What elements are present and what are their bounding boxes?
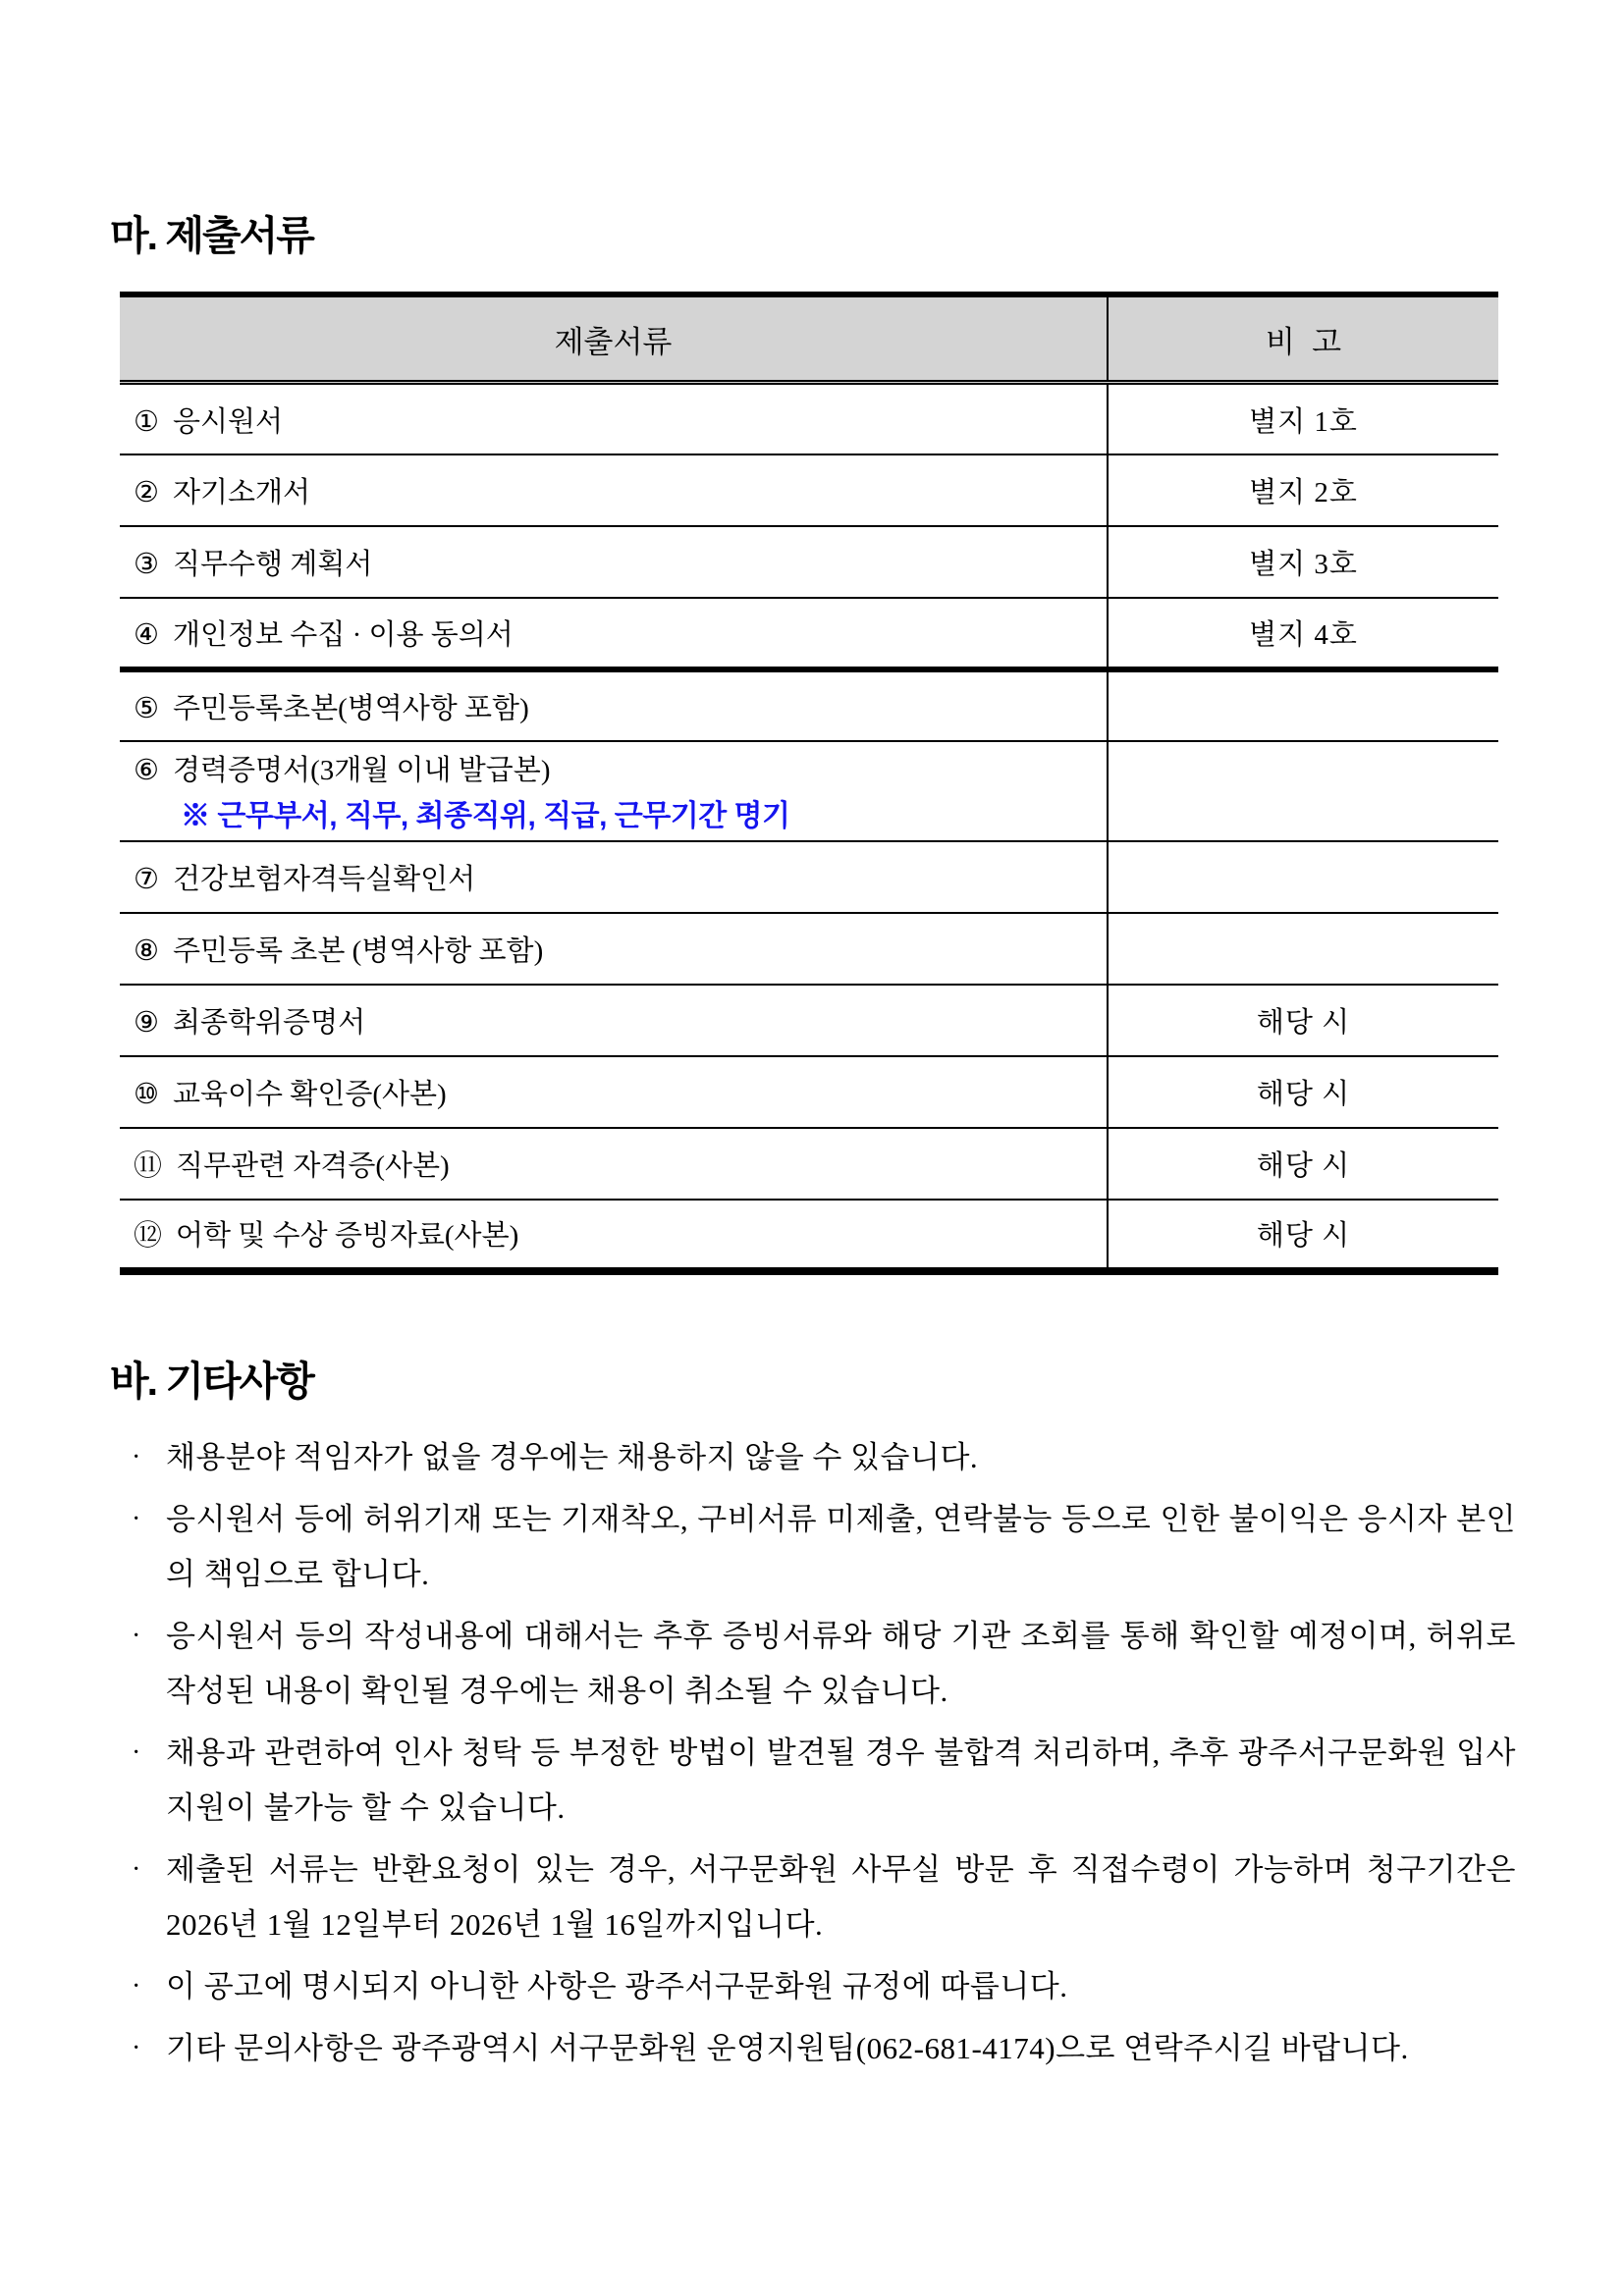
remark-cell: 별지 4호 [1108, 598, 1498, 669]
bullet-icon: · [132, 1620, 141, 1651]
list-item [110, 1492, 1516, 1602]
remark-cell [1108, 669, 1498, 741]
remark-cell: 해당 시 [1256, 1220, 1351, 1253]
row-doc-label: 자기소개서 [173, 476, 311, 508]
row-number: ⑦ [134, 863, 159, 895]
bullet-icon: · [132, 1736, 141, 1768]
remark-cell: 해당 시 [1108, 985, 1498, 1056]
bullet-text: 응시원서 등에 허위기재 또는 기재착오, 구비서류 미제출, 연락불능 등으로 인한 불이익은 응시자 본인의 책임으로 합니다. [166, 1501, 1516, 1591]
row-doc-label: 경력증명서(3개월 이내 발급본) [173, 754, 551, 786]
table-row [120, 383, 1498, 454]
row-doc-label: 건강보험자격득실확인서 [173, 863, 476, 895]
table-row [120, 526, 1498, 598]
row-doc-label: 어학 및 수상 증빙자료(사본) [176, 1220, 519, 1253]
table-row [120, 841, 1498, 913]
row-doc-subnote: ※ 근무부서, 직무, 최종직위, 직급, 근무기간 명기 [181, 799, 790, 832]
table-row [120, 741, 1498, 841]
list-item [110, 1609, 1516, 1719]
row-number: ⑩ [134, 1078, 159, 1110]
row-doc-label: 최종학위증명서 [173, 1006, 366, 1039]
remark-cell: 별지 1호 [1108, 383, 1498, 454]
row-doc-label: 응시원서 [173, 405, 284, 438]
bullet-icon: · [132, 2032, 141, 2063]
remark-cell [1108, 913, 1498, 985]
remark-cell: 별지 2호 [1108, 454, 1498, 526]
bullet-text: 응시원서 등의 작성내용에 대해서는 추후 증빙서류와 해당 기관 조회를 통해 확인할 예정이며, 허위로 작성된 내용이 확인될 경우에는 채용이 취소될 수 있습니다. [166, 1618, 1516, 1708]
table-row [120, 454, 1498, 526]
submission-table-wrapper [120, 292, 1514, 1275]
submission-documents-table [120, 292, 1498, 1275]
bullet-text: 채용과 관련하여 인사 청탁 등 부정한 방법이 발견될 경우 불합격 처리하며, 추후 광주서구문화원 입사 지원이 불가능 할 수 있습니다. [166, 1735, 1516, 1825]
row-doc-label: 직무수행 계획서 [173, 548, 373, 580]
bullet-text: 이 공고에 명시되지 아니한 사항은 광주서구문화원 규정에 따릅니다. [166, 1968, 1068, 2003]
row-number: ⑫ [134, 1220, 163, 1253]
document-cell [120, 1056, 1108, 1128]
row-number: ① [134, 405, 159, 438]
remark-cell [1108, 841, 1498, 913]
row-doc-label: 주민등록 초본 (병역사항 포함) [173, 934, 544, 967]
table-row [120, 669, 1498, 741]
list-item [110, 1842, 1516, 1952]
row-number: ④ [134, 618, 159, 651]
table-row [120, 913, 1498, 985]
document-cell [120, 741, 1108, 841]
document-cell [120, 454, 1108, 526]
table-row [120, 985, 1498, 1056]
list-item [110, 1726, 1516, 1836]
list-item [110, 2021, 1516, 2076]
document-cell [120, 913, 1108, 985]
table-row [120, 1056, 1498, 1128]
row-number: ② [134, 476, 159, 508]
remark-cell: 해당 시 [1108, 1128, 1498, 1200]
bullet-text: 기타 문의사항은 광주광역시 서구문화원 운영지원팀(062-681-4174)으로 연락주시길 바랍니다. [166, 2030, 1409, 2065]
table-row [120, 598, 1498, 669]
row-doc-label: 직무관련 자격증(사본) [176, 1149, 450, 1182]
bullet-icon: · [132, 1503, 141, 1534]
document-cell [120, 383, 1108, 454]
row-doc-label: 주민등록초본(병역사항 포함) [173, 692, 529, 724]
row-number: ⑥ [134, 754, 159, 786]
bullet-icon: · [132, 1970, 141, 2002]
document-cell [120, 1128, 1108, 1200]
list-item [110, 1959, 1516, 2014]
list-item [110, 1430, 1516, 1485]
row-number: ③ [134, 548, 159, 580]
misc-bullet-list [110, 1430, 1516, 2076]
remark-cell: 별지 3호 [1108, 526, 1498, 598]
document-cell [120, 1200, 1108, 1271]
table-row [120, 1128, 1498, 1200]
row-number: ⑧ [134, 934, 159, 967]
submission-table-body [120, 383, 1498, 1271]
document-cell [120, 669, 1108, 741]
row-doc-label: 개인정보 수집 · 이용 동의서 [173, 618, 514, 651]
row-number: ⑪ [134, 1149, 163, 1182]
document-cell [120, 841, 1108, 913]
bullet-icon: · [132, 1853, 141, 1885]
column-header-remarks: 비 고 [1108, 294, 1498, 383]
row-doc-label: 교육이수 확인증(사본) [173, 1078, 447, 1110]
document-cell [120, 985, 1108, 1056]
bullet-text: 제출된 서류는 반환요청이 있는 경우, 서구문화원 사무실 방문 후 직접수령이 가능하며 청구기간은 2026년 1월 12일부터 2026년 1월 16일까지입니다. [166, 1851, 1516, 1942]
row-number: ⑤ [134, 692, 159, 724]
table-header-row [120, 294, 1498, 383]
column-header-documents: 제출서류 [120, 294, 1108, 383]
section-heading-misc: 바. 기타사항 [110, 1358, 313, 1404]
remark-cell: 해당 시 [1108, 1056, 1498, 1128]
section-heading-submission-documents: 마. 제출서류 [110, 213, 313, 258]
row-number: ⑨ [134, 1006, 159, 1039]
table-row [120, 1200, 1498, 1271]
document-cell [120, 526, 1108, 598]
bullet-icon: · [132, 1441, 141, 1472]
remark-cell [1108, 741, 1498, 841]
document-cell [120, 598, 1108, 669]
bullet-text: 채용분야 적임자가 없을 경우에는 채용하지 않을 수 있습니다. [166, 1439, 979, 1474]
